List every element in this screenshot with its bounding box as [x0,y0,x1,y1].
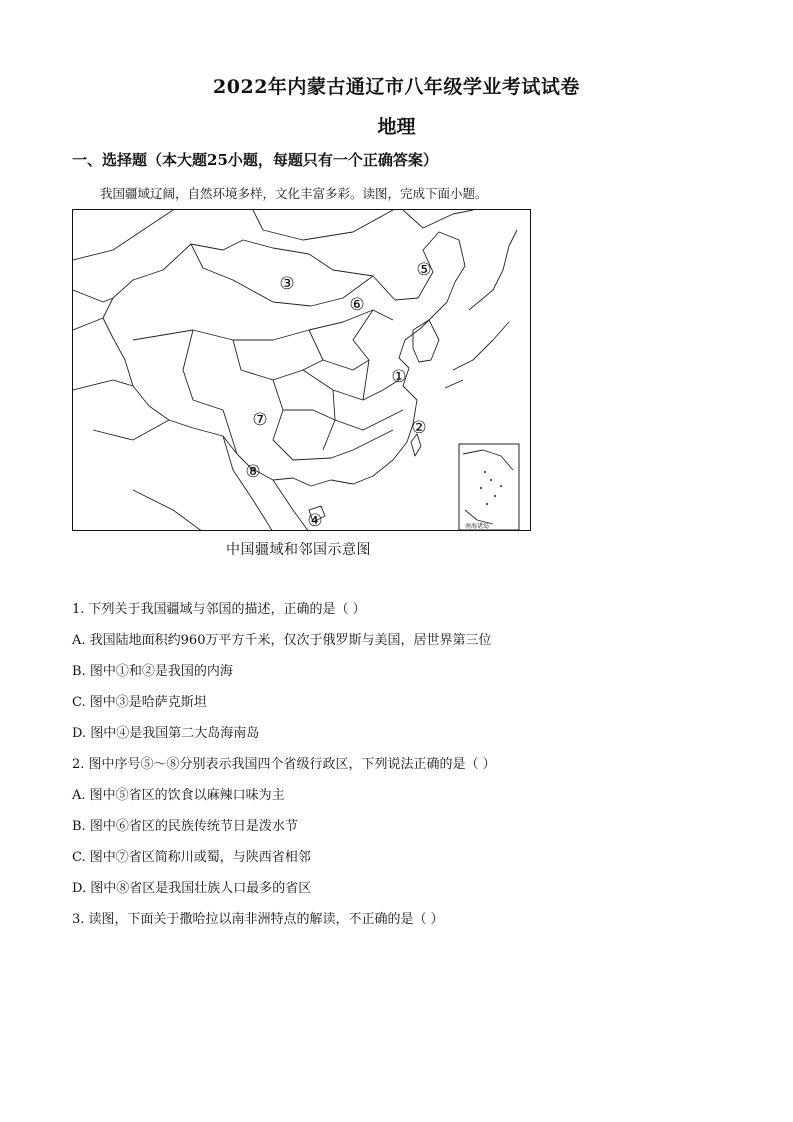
southasia-border [73,380,203,531]
korea-outline [413,320,439,362]
question-2-stem: 2. 图中序号⑤～⑧分别表示我国四个省级行政区，下列说法正确的是（ ） [72,757,496,772]
exam-title: 2022年内蒙古通辽市八年级学业考试试卷 [213,76,580,98]
china-border [103,232,465,486]
section-intro: 我国疆域辽阔，自然环境多样，文化丰富多彩。读图，完成下面小题。 [100,186,488,201]
question-1-option-d: D. 图中④是我国第二大岛海南岛 [72,726,260,741]
russia-border [73,210,473,260]
marker-8: ⑧ [245,462,261,482]
japan-outline [445,230,517,388]
question-1-option-c: C. 图中③是哈萨克斯坦 [72,695,207,710]
question-1-stem: 1. 下列关于我国疆域与邻国的描述，正确的是（ ） [72,602,366,617]
china-map [72,209,531,531]
marker-5: ⑤ [416,260,432,280]
map-caption: 中国疆域和邻国示意图 [226,542,371,558]
question-2-option-b: B. 图中⑥省区的民族传统节日是泼水节 [72,819,298,834]
marker-3: ③ [279,274,295,294]
inset-label: 南海诸岛 [465,523,490,530]
inset-box [459,444,519,530]
question-1-option-a: A. 我国陆地面积约960万平方千米，仅次于俄罗斯与美国，居世界第三位 [72,633,492,648]
question-2-option-a: A. 图中⑤省区的饮食以麻辣口味为主 [72,788,285,803]
question-2-option-d: D. 图中⑧省区是我国壮族人口最多的省区 [72,881,312,896]
question-3-stem: 3. 读图，下面关于撒哈拉以南非洲特点的解读，不正确的是（ ） [72,912,444,927]
section-heading: 一、选择题（本大题25小题，每题只有一个正确答案） [72,151,438,169]
question-2-option-c: C. 图中⑦省区简称川或蜀，与陕西省相邻 [72,850,311,865]
map-drawing [73,210,531,531]
province-lines [133,310,403,460]
marker-4: ④ [307,511,323,531]
marker-2: ② [411,418,427,438]
marker-6: ⑥ [349,295,365,315]
inset-islands [480,471,502,505]
question-1-option-b: B. 图中①和②是我国的内海 [72,664,233,679]
marker-1: ① [391,367,407,387]
marker-7: ⑦ [252,410,268,430]
exam-subject: 地理 [377,116,416,138]
inset-coast [463,450,513,524]
